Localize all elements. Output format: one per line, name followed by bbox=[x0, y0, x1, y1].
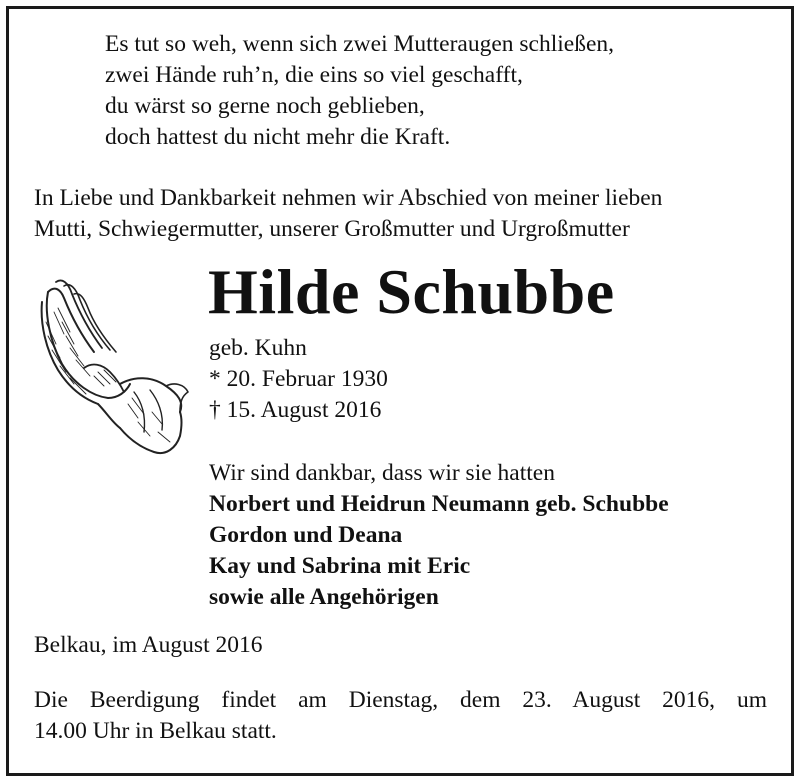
mourner-name: sowie alle Angehörigen bbox=[209, 584, 439, 610]
gratitude-line: Wir sind dankbar, dass wir sie hatten bbox=[209, 460, 555, 486]
poem-line: Es tut so weh, wenn sich zwei Mutteraugen schließen, bbox=[105, 31, 615, 57]
death-date: † 15. August 2016 bbox=[209, 397, 382, 423]
maiden-name: geb. Kuhn bbox=[209, 335, 307, 361]
funeral-line: 14.00 Uhr in Belkau statt. bbox=[34, 718, 277, 744]
poem-line: doch hattest du nicht mehr die Kraft. bbox=[105, 124, 451, 150]
mourners bbox=[209, 458, 669, 613]
place-date: Belkau, im August 2016 bbox=[34, 632, 263, 658]
deceased-name: Hilde Schubbe bbox=[208, 256, 615, 327]
praying-hands-icon bbox=[34, 272, 194, 472]
poem-line: du wärst so gerne noch geblieben, bbox=[105, 93, 425, 119]
intro-line: Mutti, Schwiegermutter, unserer Großmutter und Urgroßmutter bbox=[34, 216, 630, 242]
intro-line: In Liebe und Dankbarkeit nehmen wir Abschied von meiner lieben bbox=[34, 185, 663, 211]
poem bbox=[105, 29, 614, 153]
funeral-line: Die Beerdigung findet am Dienstag, dem 23. August 2016, um bbox=[34, 687, 767, 713]
deceased-details bbox=[209, 333, 388, 426]
funeral-info bbox=[34, 685, 767, 747]
farewell-intro bbox=[34, 183, 662, 245]
mourner-name: Gordon und Deana bbox=[209, 522, 403, 548]
mourner-name: Kay und Sabrina mit Eric bbox=[209, 553, 471, 579]
mourner-name: Norbert und Heidrun Neumann geb. Schubbe bbox=[209, 491, 669, 517]
poem-line: zwei Hände ruh’n, die eins so viel geschafft, bbox=[105, 62, 523, 88]
birth-date: * 20. Februar 1930 bbox=[209, 366, 388, 392]
